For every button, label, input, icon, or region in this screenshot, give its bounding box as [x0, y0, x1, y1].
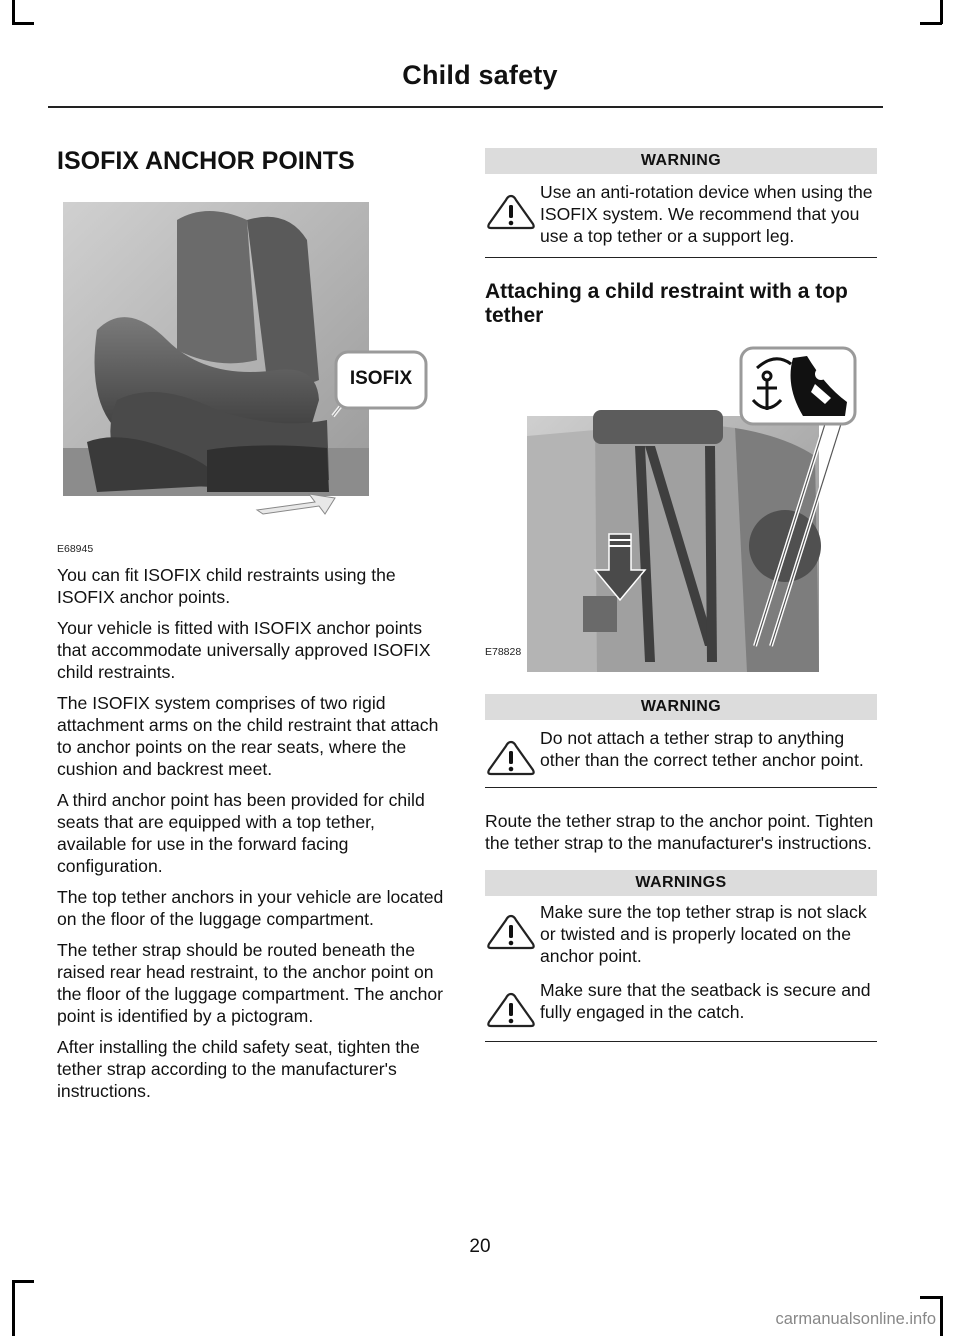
warning-text: Make sure that the seatback is secure and fully engaged in the catch.: [540, 980, 871, 1022]
isofix-seat-illustration: [57, 180, 449, 520]
paragraph: Route the tether strap to the anchor point. Tighten the tether strap to the manufacturer's instructions.: [485, 811, 874, 853]
warning-item: [485, 896, 877, 975]
paragraph: The top tether anchors in your vehicle are located on the floor of the luggage compartment.: [57, 887, 444, 929]
figure-code: E68945: [57, 543, 94, 555]
crop-mark: [12, 22, 34, 25]
paragraph: The tether strap should be routed beneath the raised rear head restraint, to the anchor point on the floor of the luggage compartment. The anchor point is identified by a pictogram.: [57, 940, 443, 1026]
paragraph: After installing the child safety seat, tighten the tether strap according to the manufacturer's instructions.: [57, 1037, 420, 1101]
crop-mark: [920, 1296, 942, 1299]
warning-item: [485, 174, 877, 257]
warning-item: [485, 720, 877, 787]
warnings-heading: WARNINGS: [485, 870, 877, 896]
paragraph: The ISOFIX system comprises of two rigid attachment arms on the child restraint that attach to anchor points on the rear seats, where the cushion and backrest meet.: [57, 693, 439, 779]
crop-mark: [12, 1280, 15, 1336]
page-number: 20: [469, 1236, 491, 1257]
warning-triangle-icon: [485, 991, 537, 1029]
subsection-heading: Attaching a child restraint with a top tether: [485, 280, 848, 327]
warning-text: Do not attach a tether strap to anything other than the correct tether anchor point.: [540, 728, 864, 770]
warning-heading: WARNING: [485, 148, 877, 174]
section-heading: ISOFIX ANCHOR POINTS: [57, 147, 355, 175]
paragraph: You can fit ISOFIX child restraints using the ISOFIX anchor points.: [57, 565, 396, 607]
warning-heading: WARNING: [485, 694, 877, 720]
crop-mark: [940, 0, 943, 24]
left-column: [57, 146, 449, 1111]
right-column: [485, 148, 877, 1042]
warning-triangle-icon: [485, 739, 537, 777]
header-rule: [48, 106, 883, 108]
crop-mark: [12, 1280, 34, 1283]
isofix-callout-label: ISOFIX: [349, 368, 413, 389]
warning-triangle-icon: [485, 193, 537, 231]
crop-mark: [940, 1296, 943, 1336]
page-header-title: Child safety: [402, 60, 558, 90]
top-tether-illustration: [485, 346, 877, 674]
top-tether-figure: [485, 346, 877, 674]
warning-rule: [485, 1041, 877, 1042]
paragraph: A third anchor point has been provided for child seats that are equipped with a top tether, available for use in the forward facing configuration.: [57, 790, 425, 876]
warning-text: Make sure the top tether strap is not slack or twisted and is properly located on the anchor point.: [540, 902, 867, 966]
warning-triangle-icon: [485, 913, 537, 951]
paragraph: Your vehicle is fitted with ISOFIX anchor points that accommodate universally approved ISOFIX child restraints.: [57, 618, 431, 682]
watermark[interactable]: carmanualsonline.info: [775, 1310, 936, 1328]
crop-mark: [12, 0, 15, 24]
isofix-figure: [57, 180, 449, 555]
warning-text: Use an anti-rotation device when using the ISOFIX system. We recommend that you use a top tether or a support leg.: [540, 182, 873, 246]
figure-code: E78828: [485, 646, 522, 658]
crop-mark: [920, 22, 942, 25]
warning-item: [485, 975, 877, 1041]
